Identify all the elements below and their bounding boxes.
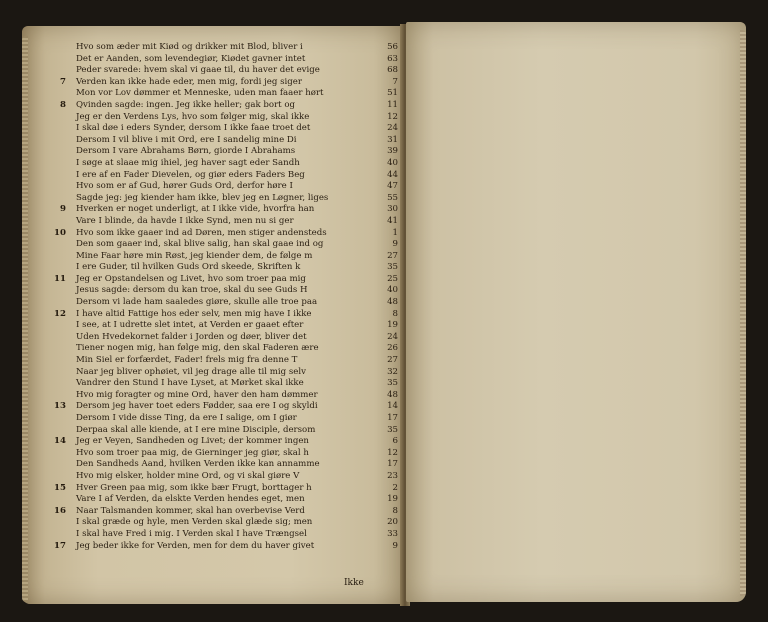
verse-text: Jeg er Veyen, Sandheden og Livet; der kommer ingen [76,436,309,447]
verse-number: 19 [387,320,398,331]
index-line [54,308,398,321]
index-line [76,251,398,263]
index-line [76,517,398,529]
verse-number: 11 [387,99,398,110]
verse-text: Sagde jeg: jeg kiender ham ikke, blev jeg en Løgner, liges [76,192,329,203]
index-line [76,471,398,483]
index-line [76,367,398,379]
verse-text: Dersom I vide disse Ting, da ere I salige, om I giør [76,413,297,423]
index-line [76,54,398,66]
left-page-edge [22,36,28,602]
verse-text: Peder svarede: hvem skal vi gaae til, du haver det evige [76,65,320,76]
verse-number: 9 [392,540,398,551]
verse-text: Vandrer den Stund I have Lyset, at Mørket skal ikke [76,378,304,389]
verse-text: Hvo som er af Gud, hører Guds Ord, derfor høre I [76,181,293,192]
verse-number: 23 [387,470,398,481]
verse-text: Jesus sagde: dersom du kan troe, skal du see Guds H [76,285,308,296]
index-line [76,320,398,332]
verse-number: 7 [392,76,398,87]
verse-number: 27 [387,355,398,366]
verse-text: I have altid Fattige hos eder selv, men mig have I ikke [76,308,312,319]
index-line [76,413,398,425]
verse-number: 31 [387,134,398,145]
verse-number: 17 [387,459,398,470]
index-line [54,482,398,495]
index-line [76,285,398,297]
index-line [76,343,398,355]
index-line [54,505,398,518]
index-line [76,425,398,437]
index-line [54,540,398,553]
verse-text: Mine Faar høre min Røst, jeg kiender dem, de følge m [76,250,313,261]
verse-number: 12 [387,447,398,458]
chapter-number: 10 [54,227,66,238]
index-line [76,529,398,541]
verse-text: Mon vor Lov dømmer et Menneske, uden man faaer hørt [76,88,324,99]
verse-text: Dersom I vare Abrahams Børn, giorde I Abrahams [76,146,296,157]
verse-text: Hvo som æder mit Kiød og drikker mit Blod, bliver i [76,42,303,52]
index-line [76,146,398,158]
index-line [76,88,398,100]
index-line [60,76,398,89]
index-line [76,65,398,77]
verse-text: Hverken er noget underligt, at I ikke vide, hvorfra han [76,204,315,215]
verse-text: Den Sandheds Aand, hvilken Verden ikke kan annamme [76,459,320,470]
index-line [76,158,398,170]
chapter-number: 14 [54,436,66,447]
verse-number: 9 [392,239,398,250]
index-line [76,170,398,182]
verse-text: Vare I af Verden, da elskte Verden hendes eget, men [76,494,305,505]
index-line [76,494,398,506]
right-page-blank [406,22,746,602]
verse-number: 6 [392,436,398,447]
verse-text: Det er Aanden, som levendegiør, Kiødet gavner intet [76,53,306,64]
verse-text: I skal græde og hyle, men Verden skal glæde sig; men [76,517,313,528]
index-line [76,378,398,390]
verse-text: I skal have Fred i mig. I Verden skal I have Trængsel [76,528,307,539]
verse-number: 25 [387,273,398,284]
verse-text: Qvinden sagde: ingen. Jeg ikke heller; gak bort og [76,99,296,110]
index-line [76,42,398,54]
verse-number: 33 [387,528,398,539]
verse-text: Den som gaaer ind, skal blive salig, han skal gaae ind og [76,239,324,250]
verse-text: Verden kan ikke hade eder, men mig, fordi jeg siger [76,76,302,87]
verse-number: 44 [387,169,398,180]
verse-text: Naar Talsmanden kommer, skal han overbevise Verd [76,505,305,516]
verse-number: 20 [387,517,398,528]
index-line [76,135,398,147]
verse-text: Tiener nogen mig, han følge mig, den skal Faderen ære [76,343,319,354]
verse-number: 8 [392,505,398,516]
verse-number: 68 [387,65,398,76]
verse-text: Dersom jeg haver toet eders Fødder, saa ere I og skyldi [76,401,318,412]
verse-number: 35 [387,378,398,389]
verse-text: Hver Green paa mig, som ikke bær Frugt, borttager h [76,482,312,493]
verse-number: 55 [387,192,398,203]
verse-text: Hvo mig foragter og mine Ord, haver den ham dømmer [76,389,318,400]
verse-number: 48 [387,297,398,308]
chapter-number: 9 [60,204,66,215]
verse-number: 26 [387,343,398,354]
index-line [76,262,398,274]
verse-text: Hvo som troer paa mig, de Gierninger jeg giør, skal h [76,447,309,458]
right-page-edge [740,30,746,596]
index-line [76,112,398,124]
chapter-number: 8 [60,99,66,110]
verse-number: 48 [387,389,398,400]
verse-number: 2 [392,482,398,493]
verse-text: Naar jeg bliver ophøiet, vil jeg drage alle til mig selv [76,366,306,377]
verse-text: Min Siel er forfærdet, Fader! frels mig fra denne T [76,355,298,366]
open-book [18,22,750,608]
verse-text: Jeg er Opstandelsen og Livet, hvo som troer paa mig [76,273,306,284]
left-page [22,26,404,604]
verse-number: 51 [387,88,398,99]
index-line [76,459,398,471]
verse-number: 17 [387,413,398,423]
verse-number: 41 [387,215,398,226]
chapter-number: 11 [54,273,66,284]
verse-text: I skal døe i eders Synder, dersom I ikke faae troet det [76,123,311,134]
verse-number: 63 [387,53,398,64]
index-line [76,123,398,135]
index-line [76,181,398,193]
verse-text: Hvo mig elsker, holder mine Ord, og vi skal giøre V [76,470,300,481]
verse-number: 32 [387,366,398,377]
index-line [54,227,398,240]
index-line [76,355,398,367]
verse-text: Jeg beder ikke for Verden, men for dem du haver givet [76,540,315,551]
verse-number: 12 [387,111,398,122]
verse-number: 40 [387,285,398,296]
index-line [76,216,398,228]
index-line [60,99,398,112]
chapter-number: 13 [54,401,66,412]
chapter-number: 17 [54,540,66,551]
verse-number: 8 [392,308,398,319]
index-line [76,297,398,309]
verse-number: 56 [387,42,398,52]
verse-text: Dersom vi lade ham saaledes giøre, skulle alle troe paa [76,297,318,308]
verse-number: 35 [387,424,398,435]
verse-number: 1 [392,227,398,238]
verse-text: Dersom I vil blive i mit Ord, ere I sandelig mine Di [76,134,297,145]
index-line [54,436,398,448]
verse-number: 47 [387,181,398,192]
verse-number: 19 [387,494,398,505]
chapter-number: 7 [60,76,66,87]
index-line [54,401,398,413]
verse-text: Hvo som ikke gaaer ind ad Døren, men stiger andensteds [76,227,327,238]
verse-number: 14 [387,401,398,412]
verse-number: 39 [387,146,398,157]
index-line [76,193,398,205]
index-line [76,332,398,344]
index-line [76,239,398,251]
verse-number: 40 [387,157,398,168]
chapter-number: 16 [54,505,66,516]
verse-number: 30 [387,204,398,215]
index-line [54,273,398,286]
index-line [76,448,398,460]
chapter-number: 12 [54,308,66,319]
verse-text: Uden Hvedekornet falder i Jorden og døer, bliver det [76,331,307,342]
index-text-block [54,42,398,552]
verse-text: I ere Guder, til hvilken Guds Ord skeede, Skriften k [76,262,301,273]
verse-number: 24 [387,331,398,342]
index-line [60,204,398,216]
verse-text: Jeg er den Verdens Lys, hvo som følger mig, skal ikke [76,111,310,122]
verse-text: I see, at I udrette slet intet, at Verden er gaaet efter [76,320,304,331]
verse-text: I ere af en Fader Dievelen, og giør eders Faders Beg [76,169,305,180]
verse-text: Derpaa skal alle kiende, at I ere mine Disciple, dersom [76,424,316,435]
verse-text: Vare I blinde, da havde I ikke Synd, men nu si ger [76,215,294,226]
verse-number: 35 [387,262,398,273]
catchword: Ikke [344,578,364,588]
index-line [76,390,398,402]
verse-number: 27 [387,250,398,261]
chapter-number: 15 [54,482,66,493]
verse-text: I søge at slaae mig ihiel, jeg haver sagt eder Sandh [76,157,300,168]
verse-number: 24 [387,123,398,134]
